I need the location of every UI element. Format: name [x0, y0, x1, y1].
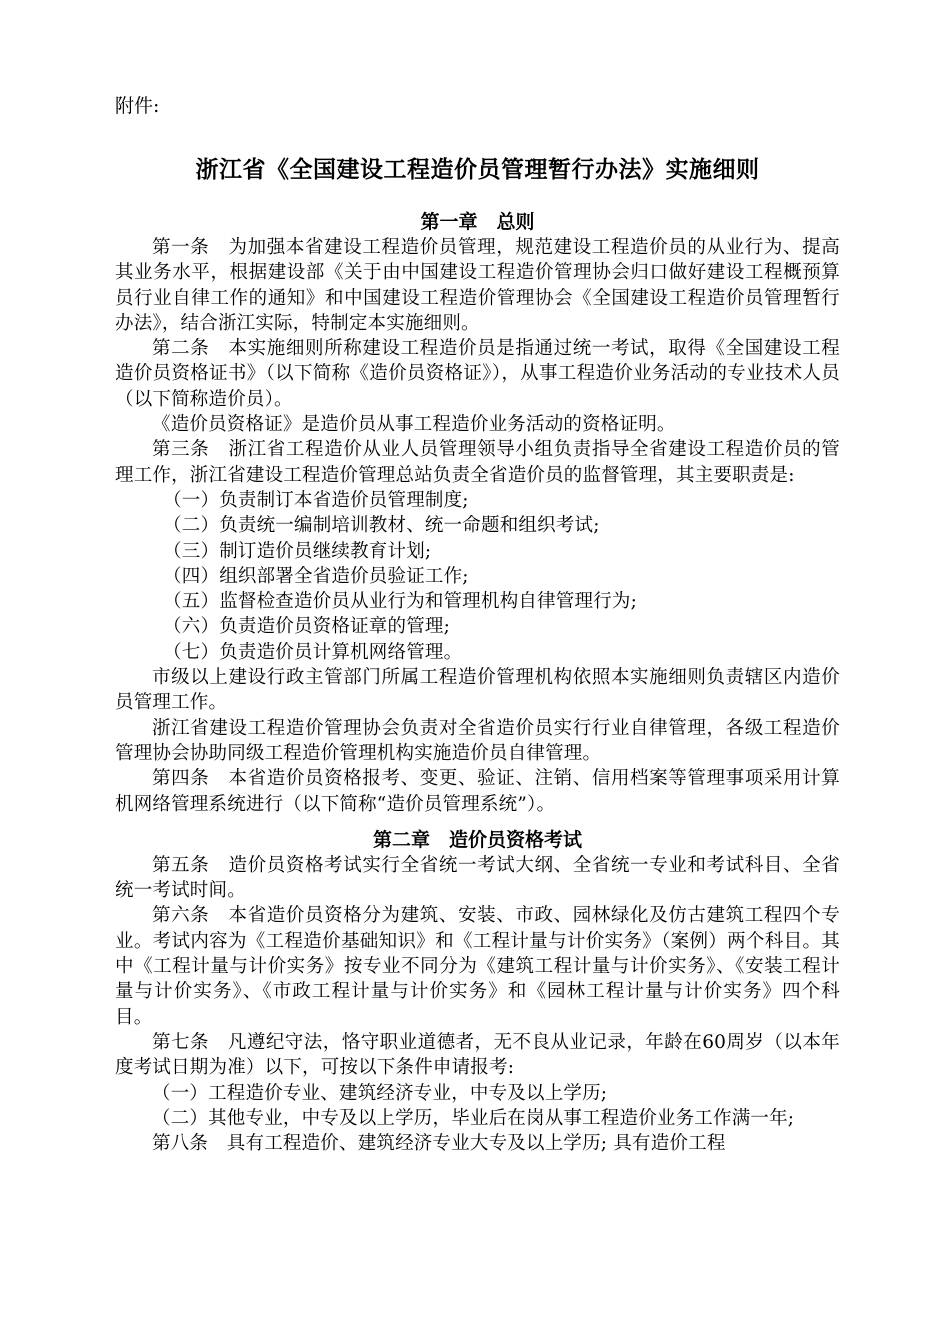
list-item: （二）其他专业，中专及以上学历，毕业后在岗从事工程造价业务工作满一年;	[152, 1107, 795, 1129]
list-item: （三）制订造价员继续教育计划;	[163, 540, 432, 562]
paragraph-certificate: 《造价员资格证》是造价员从事工程造价业务活动的资格证明。	[152, 414, 676, 436]
chapter-heading-1: 第一章 总则	[420, 211, 535, 233]
list-item: （一）工程造价专业、建筑经济专业，中专及以上学历;	[152, 1082, 608, 1104]
article-3: 第三条 浙江省工程造价从业人员管理领导小组负责指导全省建设工程造价员的管理工作，浙江省建设工程造价管理总站负责全省造价员的监督管理，其主要职责是:	[115, 439, 840, 486]
article-4: 第四条 本省造价员资格报考、变更、验证、注销、信用档案等管理事项采用计算机网络管理系统进行（以下简称“造价员管理系统”）。	[115, 768, 840, 815]
list-item: （二）负责统一编制培训教材、统一命题和组织考试;	[163, 515, 600, 537]
article-6: 第六条 本省造价员资格分为建筑、安装、市政、园林绿化及仿古建筑工程四个专业。考试内容为《工程造价基础知识》和《工程计量与计价实务》（案例）两个科目。其中《工程计量与计价实务》按专业不同分为《建筑工程计量与计价实务》、《安装工程计量与计价实务》、《市政工程计量与计价实务》和《园林工程计量与计价实务》四个科目。	[115, 905, 840, 1028]
article-1: 第一条 为加强本省建设工程造价员管理，规范建设工程造价员的从业行为、提高其业务水平，根据建设部《关于由中国建设工程造价管理协会归口做好建设工程概预算员行业自律工作的通知》和中国建设工程造价管理协会《全国建设工程造价员管理暂行办法》，结合浙江实际，特制定本实施细则。	[115, 237, 840, 334]
list-item: （七）负责造价员计算机网络管理。	[163, 641, 463, 663]
chapter-heading-2: 第二章 造价员资格考试	[372, 828, 582, 851]
list-item: （四）组织部署全省造价员验证工作;	[163, 565, 469, 587]
article-8: 第八条 具有工程造价、建筑经济专业大专及以上学历; 具有造价工程	[152, 1133, 726, 1155]
paragraph-city-agencies: 市级以上建设行政主管部门所属工程造价管理机构依照本实施细则负责辖区内造价员管理工作。	[115, 667, 840, 714]
document-page	[115, 92, 840, 1156]
attachment-label: 附件:	[115, 95, 160, 117]
article-2: 第二条 本实施细则所称建设工程造价员是指通过统一考试，取得《全国建设工程造价员资格证书》（以下简称《造价员资格证》），从事工程造价业务活动的专业技术人员（以下简称造价员）。	[115, 338, 840, 410]
article-5: 第五条 造价员资格考试实行全省统一考试大纲、全省统一专业和考试科目、全省统一考试时间。	[115, 854, 840, 902]
list-item: （一）负责制订本省造价员管理制度;	[163, 489, 469, 511]
document-title: 浙江省《全国建设工程造价员管理暂行办法》实施细则	[195, 157, 760, 183]
paragraph-association: 浙江省建设工程造价管理协会负责对全省造价员实行行业自律管理，各级工程造价管理协会协助同级工程造价管理机构实施造价员自律管理。	[115, 717, 840, 764]
article-7: 第七条 凡遵纪守法，恪守职业道德者，无不良从业记录，年龄在60周岁（以本年度考试日期为准）以下，可按以下条件申请报考:	[115, 1031, 840, 1079]
list-item: （五）监督检查造价员从业行为和管理机构自律管理行为;	[163, 591, 638, 613]
list-item: （六）负责造价员资格证章的管理;	[163, 616, 451, 638]
